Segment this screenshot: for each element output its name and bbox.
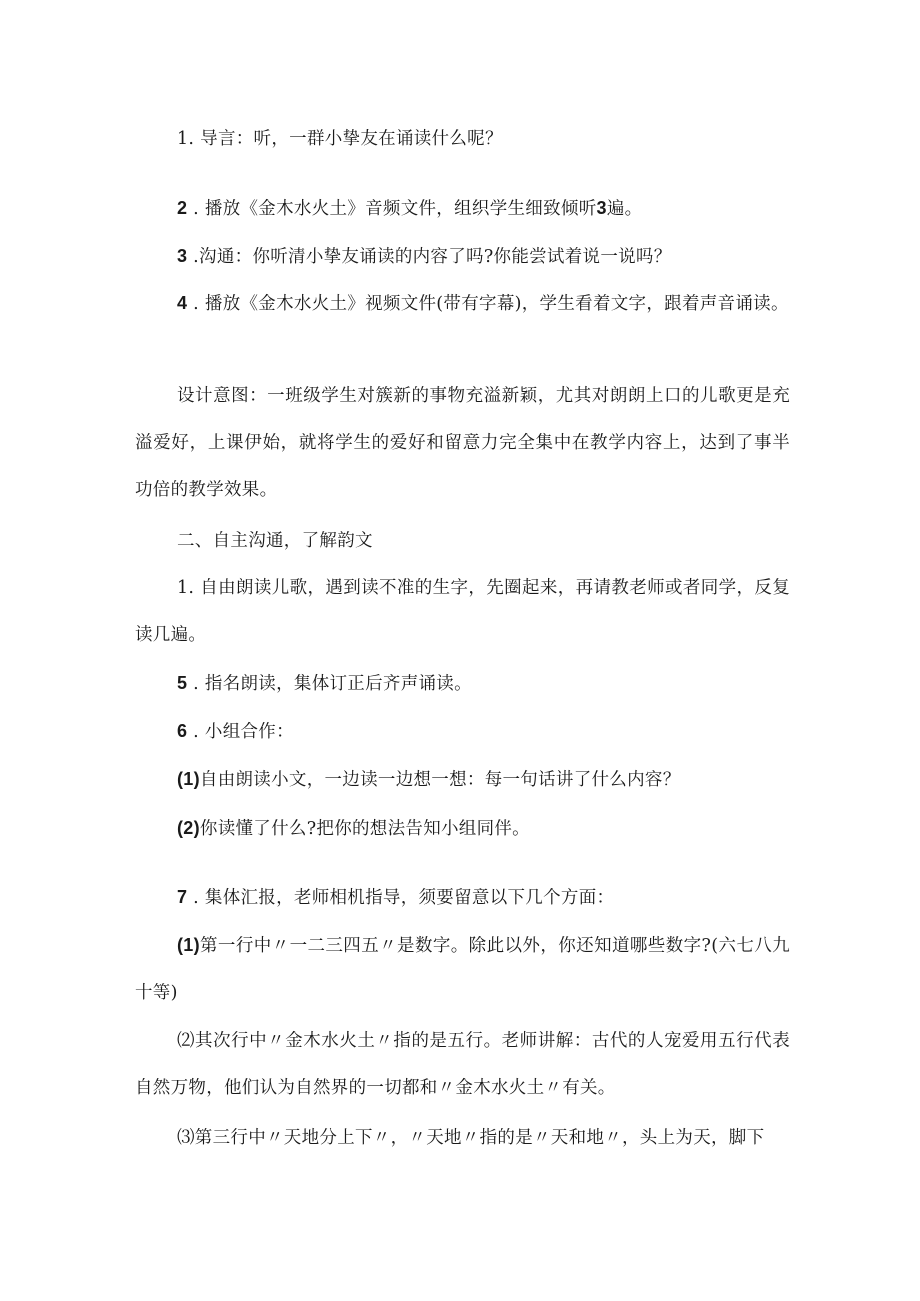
section-heading bbox=[135, 518, 790, 565]
paragraph-named-reading-text: . 指名朗读，集体订正后齐声诵读。 bbox=[187, 674, 472, 694]
paragraph-play-audio-end: 遍。 bbox=[606, 199, 643, 219]
item-number: 7 bbox=[177, 887, 188, 907]
subitem-number: (1) bbox=[177, 935, 200, 955]
subitem-number: (2) bbox=[177, 818, 200, 838]
paragraph-subitem-2-text: 你读懂了什么?把你的想法告知小组同伴。 bbox=[199, 819, 530, 839]
paragraph-subitem-2 bbox=[135, 805, 790, 853]
paragraph-group-work-text: . 小组合作： bbox=[187, 722, 294, 742]
item-number: 4 bbox=[177, 293, 188, 313]
item-number: 2 bbox=[177, 198, 188, 218]
paragraph-line-one bbox=[135, 922, 790, 1017]
paragraph-group-report-text: . 集体汇报，老师相机指导，须要留意以下几个方面： bbox=[187, 888, 615, 908]
paragraph-group-report bbox=[135, 874, 790, 922]
paragraph-group-work bbox=[135, 708, 790, 756]
paragraph-play-audio-text: . 播放《金木水火土》音频文件，组织学生细致倾听 bbox=[187, 199, 597, 219]
paragraph-subitem-1 bbox=[135, 756, 790, 804]
section-heading-text: 二、自主沟通，了解韵文 bbox=[177, 531, 373, 551]
item-number: 6 bbox=[177, 721, 188, 741]
paragraph-line-three-text: ⑶第三行中〃天地分上下〃，〃天地〃指的是〃天和地〃，头上为天，脚下 bbox=[177, 1128, 765, 1148]
item-number: 3 bbox=[177, 246, 188, 266]
paragraph-free-read bbox=[135, 565, 790, 659]
paragraph-communicate-text: .沟通：你听清小挚友诵读的内容了吗?你能尝试着说一说吗？ bbox=[187, 247, 672, 267]
paragraph-play-video bbox=[135, 280, 790, 328]
paragraph-design-intent-text: 设计意图：一班级学生对簇新的事物充溢新颖，尤其对朗朗上口的儿歌更是充溢爱好，上课伊始，就将学生的爱好和留意力完全集中在教学内容上，达到了事半功倍的教学效果。 bbox=[135, 386, 790, 500]
paragraph-line-two-text: ⑵其次行中〃金木水火土〃指的是五行。老师讲解：古代的人宠爱用五行代表自然万物，他们认为自然界的一切都和〃金木水火土〃有关。 bbox=[135, 1031, 790, 1098]
paragraph-intro bbox=[135, 116, 790, 163]
paragraph-named-reading bbox=[135, 660, 790, 708]
paragraph-free-read-text: 1. 自由朗读儿歌，遇到读不准的生字，先圈起来，再请教老师或者同学，反复读几遍。 bbox=[135, 578, 790, 645]
paragraph-play-video-text: . 播放《金木水火土》视频文件(带有字幕)，学生看着文字，跟着声音诵读。 bbox=[187, 294, 789, 314]
paragraph-communicate bbox=[135, 233, 790, 281]
listen-count: 3 bbox=[596, 198, 607, 218]
paragraph-subitem-1-text: 自由朗读小文，一边读一边想一想：每一句话讲了什么内容？ bbox=[199, 770, 681, 790]
paragraph-line-two bbox=[135, 1018, 790, 1112]
paragraph-design-intent bbox=[135, 373, 790, 514]
subitem-number: (1) bbox=[177, 769, 200, 789]
item-number: 5 bbox=[177, 673, 188, 693]
paragraph-intro-text: 1. 导言：听，一群小挚友在诵读什么呢？ bbox=[177, 129, 503, 149]
paragraph-play-audio bbox=[135, 185, 790, 233]
paragraph-line-three bbox=[135, 1115, 790, 1162]
paragraph-line-one-text: 第一行中〃一二三四五〃是数字。除此以外，你还知道哪些数字?(六七八九十等) bbox=[135, 936, 790, 1003]
